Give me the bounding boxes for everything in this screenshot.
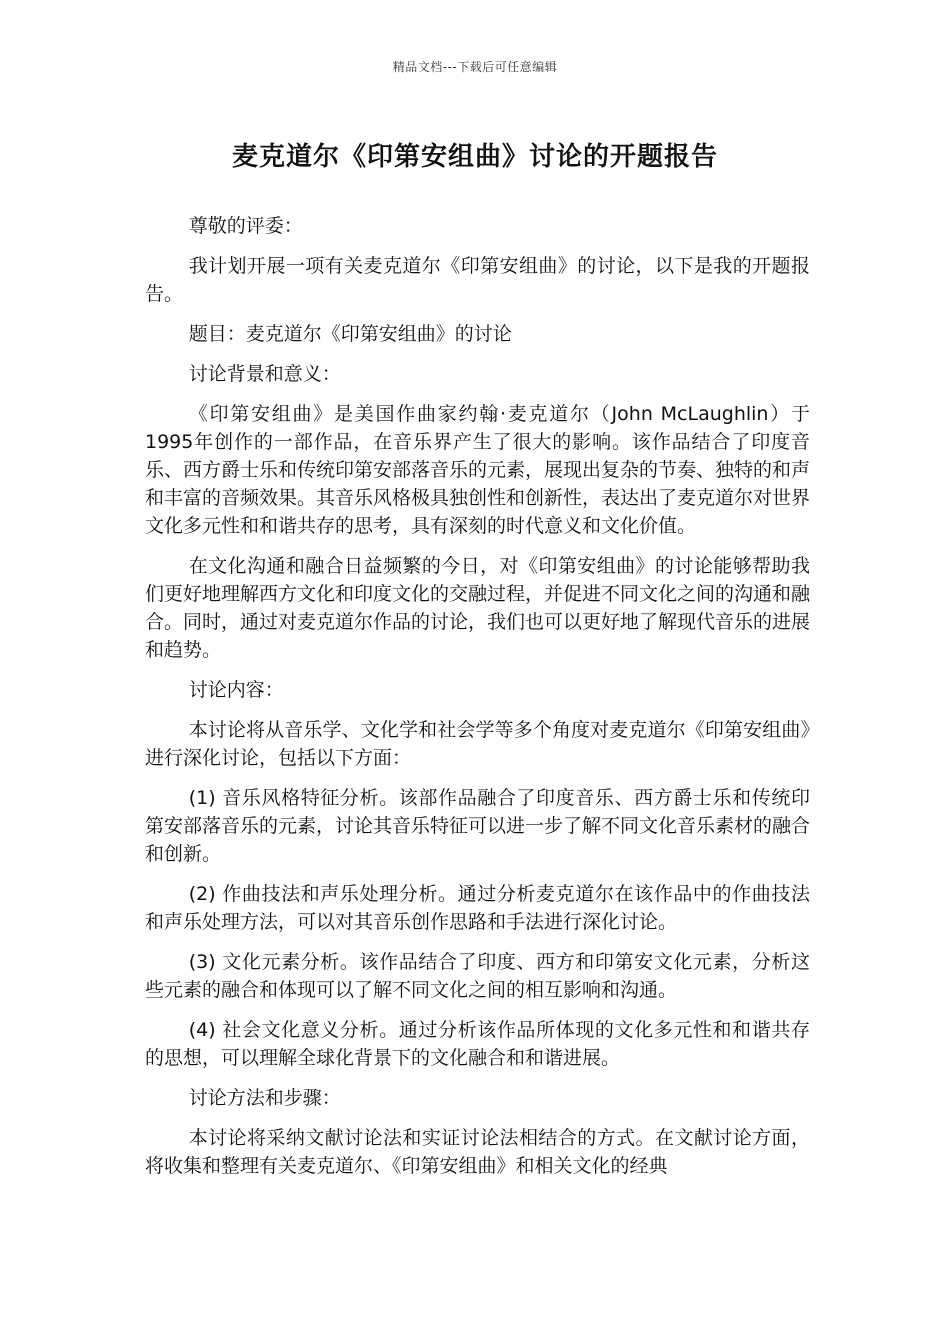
section-heading-methods: 讨论方法和步骤： <box>188 1087 341 1109</box>
content-item-1: (1) 音乐风格特征分析。该部作品融合了印度音乐、西方爵士乐和传统印第安部落音乐的元素，讨论其音乐特征可以进一步了解不同文化音乐素材的融合和创新。 <box>145 787 811 865</box>
content-item-3: (3) 文化元素分析。该作品结合了印度、西方和印第安文化元素，分析这些元素的融合和体现可以了解不同文化之间的相互影响和沟通。 <box>145 951 810 1001</box>
background-paragraph: 《印第安组曲》是美国作曲家约翰·麦克道尔（John McLaughlin）于1995年创作的一部作品，在音乐界产生了很大的影响。该作品结合了印度音乐、西方爵士乐和传统印第安部落音乐的元素，展现出复杂的节奏、独特的和声和丰富的音频效果。其音乐风格极具独创性和创新性，表达出了麦克道尔对世界文化多元性和和谐共存的思考，具有深刻的时代意义和文化价值。 <box>145 403 811 537</box>
document-body <box>145 212 810 1192</box>
document-title: 麦克道尔《印第安组曲》讨论的开题报告 <box>231 142 718 172</box>
intro-paragraph: 我计划开展一项有关麦克道尔《印第安组曲》的讨论，以下是我的开题报告。 <box>145 255 810 305</box>
significance-paragraph: 在文化沟通和融合日益频繁的今日，对《印第安组曲》的讨论能够帮助我们更好地理解西方文化和印度文化的交融过程，并促进不同文化之间的沟通和融合。同时，通过对麦克道尔作品的讨论，我们也可以更好地了解现代音乐的进展和趋势。 <box>145 555 811 661</box>
content-item-4: (4) 社会文化意义分析。通过分析该作品所体现的文化多元性和和谐共存的思想，可以理解全球化背景下的文化融合和和谐进展。 <box>145 1019 810 1069</box>
topic-line: 题目：麦克道尔《印第安组曲》的讨论 <box>188 323 512 345</box>
section-heading-content: 讨论内容： <box>188 679 284 701</box>
methods-paragraph: 本讨论将采纳文献讨论法和实证讨论法相结合的方式。在文献讨论方面，将收集和整理有关麦克道尔、《印第安组曲》和相关文化的经典 <box>145 1127 810 1177</box>
header-watermark: 精品文档---下载后可任意编辑 <box>392 60 558 74</box>
section-heading-background: 讨论背景和意义： <box>188 363 341 385</box>
content-item-2: (2) 作曲技法和声乐处理分析。通过分析麦克道尔在该作品中的作曲技法和声乐处理方法，可以对其音乐创作思路和手法进行深化讨论。 <box>145 883 810 933</box>
content-intro-paragraph: 本讨论将从音乐学、文化学和社会学等多个角度对麦克道尔《印第安组曲》进行深化讨论，包括以下方面： <box>145 719 810 769</box>
salutation: 尊敬的评委： <box>188 215 303 237</box>
